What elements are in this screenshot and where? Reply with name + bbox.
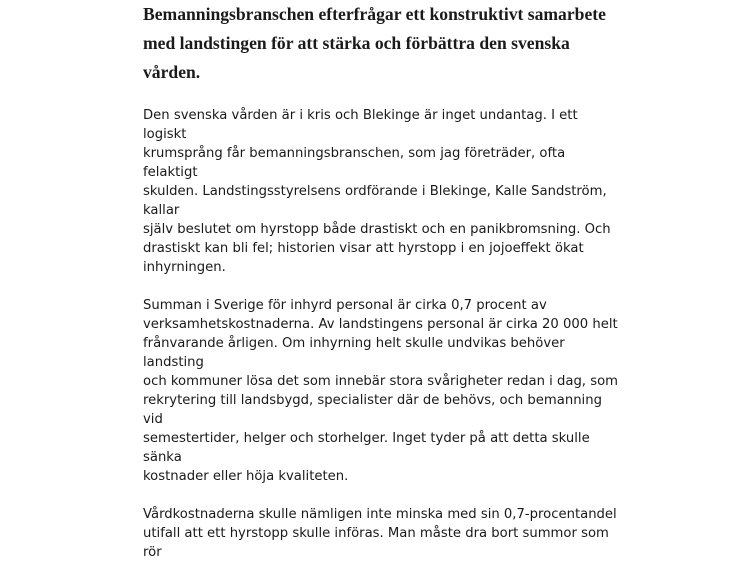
paragraph-1: Den svenska vården är i kris och Blekinge är inget undantag. I ett logiskt krumsprång får bemanningsbranschen, som jag företräder, ofta felaktigt skulden. Landstingsstyrelsens ordförande i Blekinge, Kalle Sandström, kallar själv beslutet om hyrstopp både drastiskt och en panikbromsning. Och drastiskt kan bli fel; historien visar att hyrstopp i en jojoeffekt ökat inhyrningen. — [143, 108, 611, 275]
paragraph-2: Summan i Sverige för inhyrd personal är cirka 0,7 procent av verksamhetskostnaderna. Av landstingens personal är cirka 20 000 helt frånvarande årligen. Om inhyrning helt skulle undvikas behöver landsting och kommuner lösa det som innebär stora svårigheter redan i dag, som rekrytering till landsbygd, specialister där de behövs, och bemanning vid semestertider, helger och storhelger. Inget tyder på att detta skulle sänka kostnader eller höja kvaliteten. — [143, 298, 618, 484]
article-body — [143, 106, 623, 581]
paragraph-3: Vårdkostnaderna skulle nämligen inte minska med sin 0,7-procentandel utifall att ett hyrstopp skulle införas. Man måste dra bort summor som rör — [143, 507, 617, 560]
article-headline: Bemanningsbranschen efterfrågar ett konstruktivt samarbete med landstingen för att stärka och förbättra den svenska vården. — [143, 4, 606, 82]
